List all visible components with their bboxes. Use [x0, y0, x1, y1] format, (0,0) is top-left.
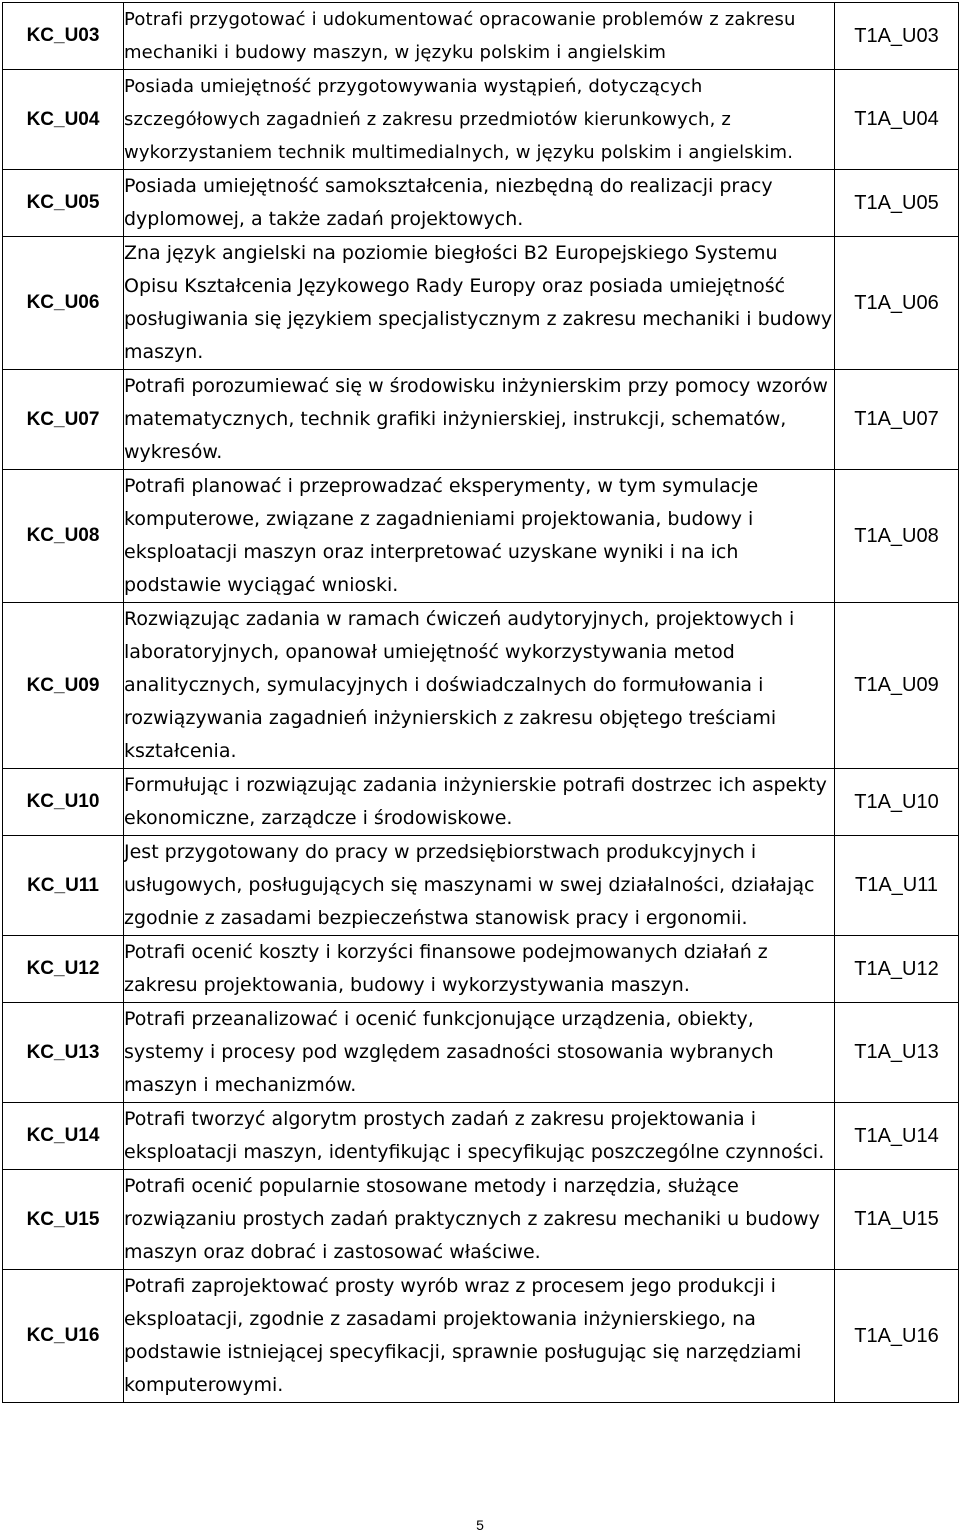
page-number: 5 — [476, 1517, 484, 1533]
table-row — [3, 1003, 959, 1103]
table-row — [3, 603, 959, 769]
table-row — [3, 70, 959, 170]
outcome-code: KC_U08 — [3, 470, 124, 603]
outcome-reference: T1A_U10 — [835, 769, 959, 836]
outcome-reference: T1A_U14 — [835, 1103, 959, 1170]
table-row — [3, 1170, 959, 1270]
outcome-reference: T1A_U09 — [835, 603, 959, 769]
outcome-code: KC_U03 — [3, 3, 124, 70]
outcome-description: Potrafi ocenić popularnie stosowane metody i narzędzia, służące rozwiązaniu prostych zadań praktycznych z zakresu mechaniki u budowy maszyn oraz dobrać i zastosować właściwe. — [124, 1170, 835, 1270]
outcome-code: KC_U06 — [3, 237, 124, 370]
table-row — [3, 237, 959, 370]
outcome-description: Jest przygotowany do pracy w przedsiębiorstwach produkcyjnych i usługowych, posługujących się maszynami w swej działalności, działając zgodnie z zasadami bezpieczeństwa stanowisk pracy i ergonomii. — [124, 836, 835, 936]
outcome-description: Zna język angielski na poziomie biegłości B2 Europejskiego Systemu Opisu Kształcenia Językowego Rady Europy oraz posiada umiejętność posługiwania się językiem specjalistycznym z zakresu mechaniki i budowy maszyn. — [124, 237, 835, 370]
outcome-code: KC_U14 — [3, 1103, 124, 1170]
outcome-reference: T1A_U05 — [835, 170, 959, 237]
outcome-reference: T1A_U13 — [835, 1003, 959, 1103]
outcome-description: Rozwiązując zadania w ramach ćwiczeń audytoryjnych, projektowych i laboratoryjnych, opanował umiejętność wykorzystywania metod analitycznych, symulacyjnych i doświadczalnych do formułowania i rozwiązywania zagadnień inżynierskich z zakresu objętego treściami kształcenia. — [124, 603, 835, 769]
outcome-reference: T1A_U11 — [835, 836, 959, 936]
outcome-reference: T1A_U07 — [835, 370, 959, 470]
outcome-code: KC_U16 — [3, 1270, 124, 1403]
outcome-description: Potrafi przygotować i udokumentować opracowanie problemów z zakresu mechaniki i budowy maszyn, w języku polskim i angielskim — [124, 3, 835, 70]
outcome-description: Potrafi przeanalizować i ocenić funkcjonujące urządzenia, obiekty, systemy i procesy pod względem zasadności stosowania wybranych maszyn i mechanizmów. — [124, 1003, 835, 1103]
outcome-code: KC_U12 — [3, 936, 124, 1003]
table-row — [3, 1270, 959, 1403]
outcome-code: KC_U13 — [3, 1003, 124, 1103]
outcome-code: KC_U11 — [3, 836, 124, 936]
outcome-description: Posiada umiejętność samokształcenia, niezbędną do realizacji pracy dyplomowej, a także zadań projektowych. — [124, 170, 835, 237]
outcome-reference: T1A_U15 — [835, 1170, 959, 1270]
outcome-code: KC_U09 — [3, 603, 124, 769]
outcome-description: Potrafi porozumiewać się w środowisku inżynierskim przy pomocy wzorów matematycznych, technik grafiki inżynierskiej, instrukcji, schematów, wykresów. — [124, 370, 835, 470]
outcome-description: Formułując i rozwiązując zadania inżynierskie potrafi dostrzec ich aspekty ekonomiczne, zarządcze i środowiskowe. — [124, 769, 835, 836]
outcome-description: Potrafi tworzyć algorytm prostych zadań z zakresu projektowania i eksploatacji maszyn, identyfikując i specyfikując poszczególne czynności. — [124, 1103, 835, 1170]
outcome-description: Posiada umiejętność przygotowywania wystąpień, dotyczących szczegółowych zagadnień z zakresu przedmiotów kierunkowych, z wykorzystaniem technik multimedialnych, w języku polskim i angielskim. — [124, 70, 835, 170]
outcome-reference: T1A_U04 — [835, 70, 959, 170]
learning-outcomes-table — [2, 2, 959, 1403]
outcome-description: Potrafi ocenić koszty i korzyści finansowe podejmowanych działań z zakresu projektowania, budowy i wykorzystywania maszyn. — [124, 936, 835, 1003]
outcome-description: Potrafi zaprojektować prosty wyrób wraz z procesem jego produkcji i eksploatacji, zgodnie z zasadami projektowania inżynierskiego, na podstawie istniejącej specyfikacji, sprawnie posługując się narzędziami komputerowymi. — [124, 1270, 835, 1403]
table-row — [3, 170, 959, 237]
outcome-reference: T1A_U08 — [835, 470, 959, 603]
outcome-code: KC_U05 — [3, 170, 124, 237]
outcome-code: KC_U07 — [3, 370, 124, 470]
table-row — [3, 836, 959, 936]
outcome-reference: T1A_U12 — [835, 936, 959, 1003]
table-row — [3, 769, 959, 836]
outcome-reference: T1A_U16 — [835, 1270, 959, 1403]
outcome-code: KC_U15 — [3, 1170, 124, 1270]
outcome-code: KC_U10 — [3, 769, 124, 836]
table-row — [3, 370, 959, 470]
outcome-description: Potrafi planować i przeprowadzać eksperymenty, w tym symulacje komputerowe, związane z zagadnieniami projektowania, budowy i eksploatacji maszyn oraz interpretować uzyskane wyniki i na ich podstawie wyciągać wnioski. — [124, 470, 835, 603]
outcome-code: KC_U04 — [3, 70, 124, 170]
table-row — [3, 936, 959, 1003]
table-row — [3, 3, 959, 70]
table-row — [3, 1103, 959, 1170]
table-row — [3, 470, 959, 603]
outcome-reference: T1A_U06 — [835, 237, 959, 370]
outcome-reference: T1A_U03 — [835, 3, 959, 70]
